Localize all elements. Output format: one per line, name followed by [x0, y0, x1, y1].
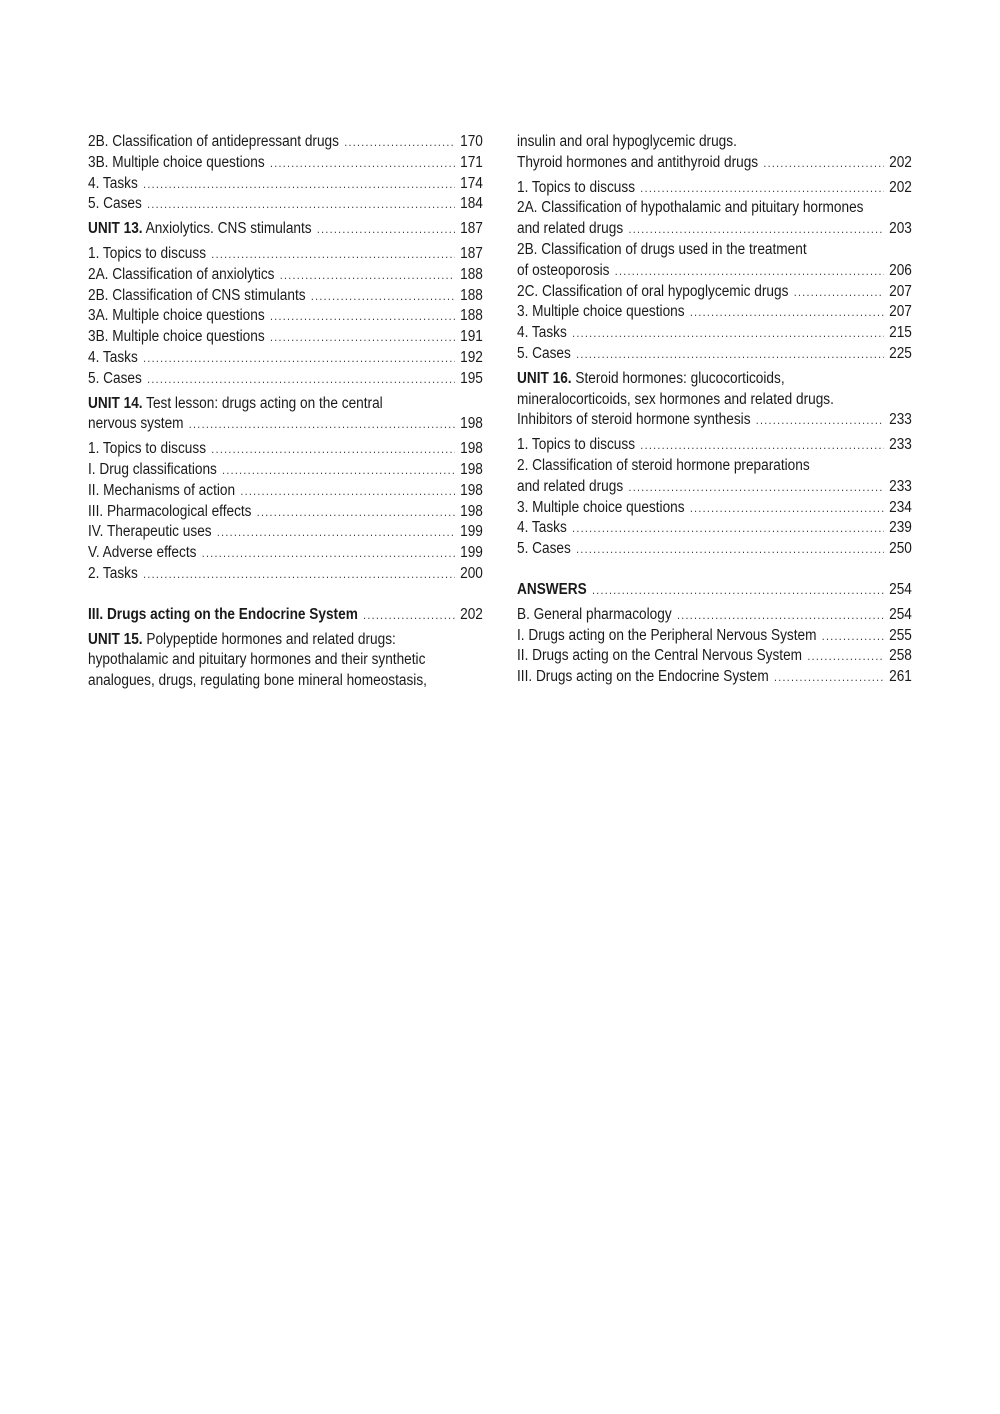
toc-page-number: 199 — [460, 523, 483, 541]
toc-entry[interactable] — [88, 265, 483, 286]
dot-leader — [143, 348, 455, 369]
dot-leader — [257, 502, 455, 523]
dot-leader — [211, 244, 455, 265]
toc-entry[interactable] — [517, 323, 912, 344]
toc-entry[interactable] — [88, 244, 483, 265]
toc-entry-title: 5. Cases — [88, 369, 142, 387]
dot-leader — [774, 667, 884, 688]
toc-page-number: 225 — [889, 344, 912, 362]
toc-entry[interactable] — [517, 178, 912, 199]
toc-entry-title: II. Mechanisms of action — [88, 481, 236, 499]
toc-unit-heading-cont: insulin and oral hypoglycemic drugs. — [517, 133, 737, 150]
toc-entry[interactable]: 1. Topics to discuss ..... 233 — [517, 435, 912, 456]
toc-entry-title: I. Drug classifications — [88, 460, 217, 478]
toc-entry[interactable] — [88, 286, 483, 307]
toc-group — [517, 605, 912, 688]
dot-leader — [344, 132, 455, 153]
toc-entry-title: 2A. Classification of anxiolytics — [88, 265, 275, 283]
toc-entry[interactable] — [88, 502, 483, 523]
toc-entry[interactable] — [88, 327, 483, 348]
dot-leader — [576, 539, 884, 560]
toc-entry[interactable]: 2. Classification of steroid hormone preparations — [517, 456, 810, 474]
toc-entry[interactable] — [517, 282, 912, 303]
toc-unit-heading-cont: hypothalamic and pituitary hormones and their synthetic — [88, 651, 426, 669]
toc-page-number: 188 — [460, 286, 483, 304]
dot-leader — [572, 323, 884, 344]
toc-group — [517, 282, 912, 365]
toc-page-number: 187 — [460, 244, 483, 262]
toc-entry-title: B. General pharmacology — [517, 605, 672, 623]
toc-entry-title: 3A. Multiple choice questions — [88, 307, 265, 325]
dot-leader — [217, 522, 455, 543]
toc-page-number: 250 — [889, 540, 912, 558]
toc-entry-cont[interactable]: and related drugs ..... 203 — [517, 219, 912, 240]
toc-page-number: 192 — [460, 348, 483, 366]
toc-entry-title: II. Drugs acting on the Central Nervous System — [517, 647, 803, 665]
toc-page-number: 184 — [460, 195, 483, 213]
toc-entry-title: 3B. Multiple choice questions — [88, 153, 265, 171]
toc-unit-heading[interactable]: UNIT 13. Anxiolytics. CNS stimulants ..... 187 — [88, 219, 483, 240]
toc-group — [517, 498, 912, 560]
toc-entry-title: 2B. Classification of CNS stimulants — [88, 286, 306, 304]
toc-group — [517, 178, 912, 199]
toc-unit-heading-cont[interactable]: Thyroid hormones and antithyroid drugs ..... 202 — [517, 153, 912, 174]
dot-leader — [822, 626, 884, 647]
toc-entry-title: 4. Tasks — [517, 519, 567, 537]
toc-group — [88, 244, 483, 390]
toc-entry-title: III. Pharmacological effects — [88, 502, 252, 520]
toc-entry[interactable] — [517, 498, 912, 519]
toc-page-number: 207 — [889, 303, 912, 321]
toc-page-number: 202 — [889, 178, 912, 196]
toc-entry-title: I. Drugs acting on the Peripheral Nervous System — [517, 626, 817, 644]
toc-entry-title: 2B. Classification of antidepressant drugs — [88, 133, 339, 150]
toc-entry-title: 2. Tasks — [88, 564, 138, 582]
dot-leader — [794, 282, 884, 303]
dot-leader — [270, 153, 455, 174]
toc-entry-title: V. Adverse effects — [88, 544, 197, 562]
toc-entry-title: 3. Multiple choice questions — [517, 303, 685, 321]
toc-entry[interactable] — [88, 460, 483, 481]
dot-leader — [690, 498, 884, 519]
toc-page-number: 258 — [889, 647, 912, 665]
toc-page-number: 198 — [460, 481, 483, 499]
toc-entry[interactable] — [88, 481, 483, 502]
toc-entry[interactable] — [517, 626, 912, 647]
toc-section-heading[interactable]: ANSWERS ..... 254 — [517, 580, 912, 601]
toc-entry[interactable] — [88, 543, 483, 564]
toc-entry-title: 5. Cases — [88, 195, 142, 213]
toc-page-number: 254 — [889, 605, 912, 623]
toc-entry-cont[interactable]: of osteoporosis ..... 206 — [517, 261, 912, 282]
dot-leader — [270, 306, 455, 327]
toc-page-number: 255 — [889, 626, 912, 644]
toc-unit-heading-cont: mineralocorticoids, sex hormones and related drugs. — [517, 390, 834, 408]
toc-page-number: 195 — [460, 369, 483, 387]
dot-leader — [640, 178, 884, 199]
toc-page-number: 191 — [460, 328, 483, 346]
toc-entry[interactable] — [88, 153, 483, 174]
toc-entry[interactable] — [88, 132, 483, 153]
toc-entry-title: 4. Tasks — [88, 348, 138, 366]
toc-section-heading[interactable]: III. Drugs acting on the Endocrine System ..... 202 — [88, 605, 483, 626]
toc-entry-title: III. Drugs acting on the Endocrine System — [517, 668, 769, 686]
toc-entry-cont[interactable]: and related drugs ..... 233 — [517, 477, 912, 498]
toc-entry[interactable] — [517, 667, 912, 688]
toc-entry-title: 5. Cases — [517, 344, 571, 362]
toc-page-number: 215 — [889, 324, 912, 342]
toc-entry-title: 2C. Classification of oral hypoglycemic drugs — [517, 282, 789, 300]
toc-entry[interactable] — [88, 174, 483, 195]
dot-leader — [147, 194, 455, 215]
toc-unit-heading-cont: analogues, drugs, regulating bone mineral homeostasis, — [88, 672, 427, 690]
dot-leader — [202, 543, 455, 564]
toc-entry-title: 4. Tasks — [517, 324, 567, 342]
toc-page-number: 198 — [460, 502, 483, 520]
toc-page-number: 199 — [460, 544, 483, 562]
dot-leader — [311, 286, 455, 307]
toc-entry[interactable] — [517, 344, 912, 365]
dot-leader — [240, 481, 454, 502]
toc-entry[interactable] — [517, 605, 912, 626]
toc-page-number: 188 — [460, 307, 483, 325]
toc-entry[interactable] — [88, 369, 483, 390]
toc-page-number: 170 — [460, 133, 483, 150]
dot-leader — [211, 439, 455, 460]
dot-leader — [280, 265, 455, 286]
toc-page-number: 234 — [889, 498, 912, 516]
dot-leader — [677, 605, 884, 626]
toc-entry-title: 1. Topics to discuss — [88, 244, 207, 262]
dot-leader — [143, 174, 455, 195]
toc-page-number: 261 — [889, 668, 912, 686]
dot-leader — [690, 302, 884, 323]
toc-entry[interactable] — [88, 439, 483, 460]
dot-leader — [222, 460, 455, 481]
toc-unit-heading-cont[interactable]: nervous system ..... 198 — [88, 414, 483, 435]
toc-entry[interactable] — [517, 646, 912, 667]
toc-group — [88, 132, 483, 215]
toc-entry-title: 3. Multiple choice questions — [517, 498, 685, 516]
toc-entry[interactable] — [88, 564, 483, 585]
toc-page-number: 198 — [460, 460, 483, 478]
toc-right-column — [517, 132, 912, 688]
toc-page-number: 174 — [460, 174, 483, 192]
toc-entry-title: IV. Therapeutic uses — [88, 523, 212, 541]
toc-page-number: 207 — [889, 282, 912, 300]
toc-entry-title: 3B. Multiple choice questions — [88, 328, 265, 346]
toc-page-number: 200 — [460, 564, 483, 582]
dot-leader — [807, 646, 883, 667]
dot-leader — [576, 344, 884, 365]
toc-entry-title: 1. Topics to discuss — [88, 440, 207, 458]
toc-entry[interactable] — [88, 522, 483, 543]
toc-unit-heading[interactable]: UNIT 16. Steroid hormones: glucocorticoids, — [517, 369, 785, 387]
toc-entry-title: 1. Topics to discuss — [517, 178, 636, 196]
toc-unit-heading[interactable]: UNIT 14. Test lesson: drugs acting on the central — [88, 394, 383, 412]
toc-left-column — [88, 132, 483, 692]
toc-entry-title: 4. Tasks — [88, 174, 138, 192]
dot-leader — [143, 564, 455, 585]
toc-page-number: 239 — [889, 519, 912, 537]
dot-leader — [270, 327, 455, 348]
toc-page-number: 188 — [460, 265, 483, 283]
toc-entry[interactable]: 2A. Classification of hypothalamic and pituitary hormones — [517, 199, 864, 217]
toc-unit-heading[interactable]: UNIT 15. Polypeptide hormones and related drugs: — [88, 630, 396, 648]
dot-leader — [572, 518, 884, 539]
toc-entry[interactable]: 2B. Classification of drugs used in the treatment — [517, 240, 807, 258]
toc-page-number: 198 — [460, 440, 483, 458]
toc-entry[interactable] — [517, 518, 912, 539]
toc-group — [88, 439, 483, 585]
toc-entry[interactable] — [88, 306, 483, 327]
toc-entry[interactable] — [88, 194, 483, 215]
toc-entry-title: 5. Cases — [517, 540, 571, 558]
toc-entry[interactable] — [517, 302, 912, 323]
toc-entry[interactable] — [88, 348, 483, 369]
dot-leader — [147, 369, 455, 390]
toc-entry[interactable] — [517, 539, 912, 560]
toc-unit-heading-cont[interactable]: Inhibitors of steroid hormone synthesis ..... 233 — [517, 410, 912, 431]
toc-page-number: 171 — [460, 153, 483, 171]
